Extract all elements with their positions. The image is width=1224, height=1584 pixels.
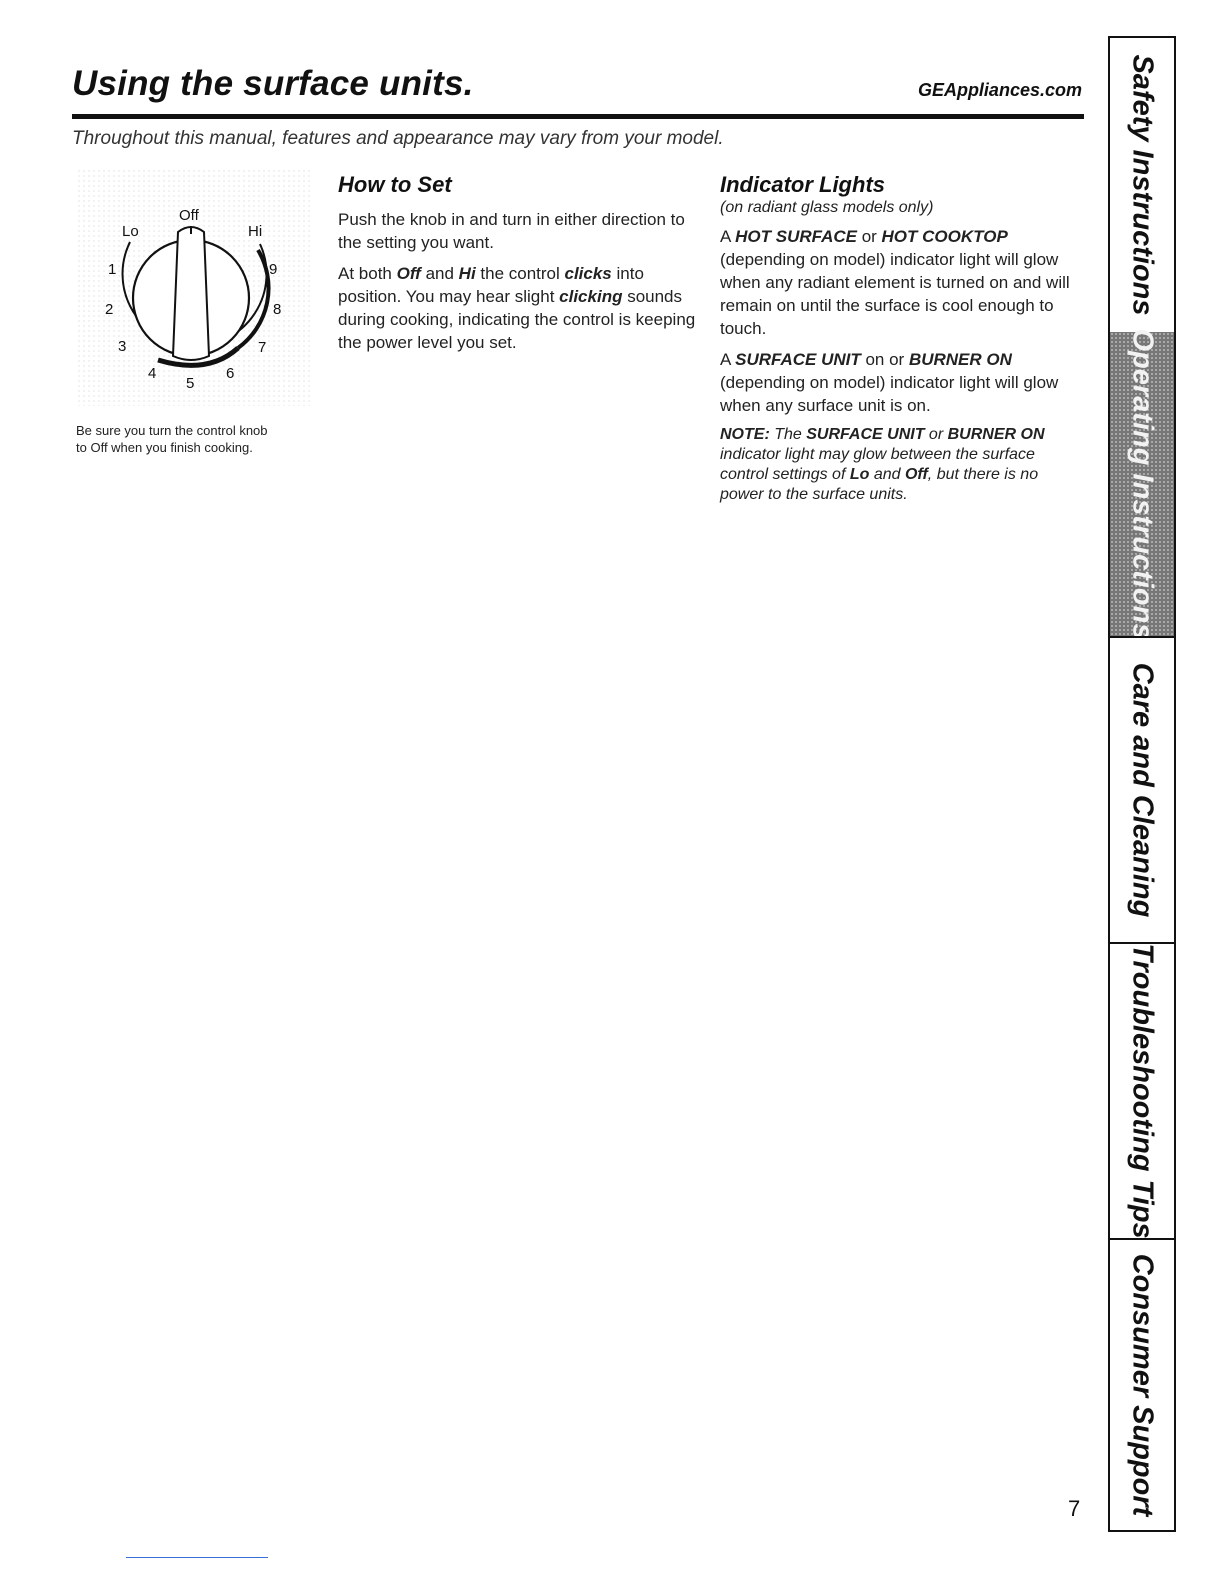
tab-operating-instructions-label: Operating Instructions [1126,328,1159,640]
label-1: 1 [108,261,117,278]
footer-rule [126,1557,268,1558]
label-hi: Hi [248,223,263,240]
note-label: NOTE: [720,426,770,443]
label-6: 6 [226,365,235,382]
tab-consumer-support[interactable] [1108,1238,1176,1532]
control-knob-illustration [78,170,312,406]
label-7: 7 [258,339,267,356]
indicator-lights-qualifier: (on radiant glass models only) [720,199,934,216]
label-2: 2 [105,301,114,318]
tab-care-and-cleaning-label: Care and Cleaning [1126,662,1159,918]
tab-troubleshooting-tips[interactable] [1108,942,1176,1238]
page-title: Using the surface units. [72,64,474,103]
tab-safety-instructions-label: Safety Instructions [1126,54,1159,316]
page-number: 7 [1068,1496,1081,1521]
indicator-lights-note: NOTE: The SURFACE UNIT or BURNER ON indicator light may glow between the surface control settings of Lo and Off, but there is no power to the surface units. [720,426,1045,503]
hot-surface-term: HOT SURFACE [735,227,857,246]
indicator-lights-section [720,172,1085,513]
indicator-lights-para-2: A SURFACE UNIT on or BURNER ON (depending on model) indicator light will glow when any surface unit is on. [720,350,1059,415]
dial-caption-line-1: Be sure you turn the control knob [76,423,268,438]
label-8: 8 [273,301,282,318]
how-to-set-heading: How to Set [338,172,452,197]
tab-consumer-support-label: Consumer Support [1126,1253,1159,1517]
label-lo: Lo [122,223,139,240]
label-off: Off [179,207,199,224]
how-to-set-para-1: Push the knob in and turn in either direction to the setting you want. [338,210,685,252]
label-4: 4 [148,365,157,382]
knob-grip [173,227,209,360]
title-rule [72,114,1084,119]
tab-care-and-cleaning[interactable] [1108,636,1176,942]
tab-safety-instructions[interactable] [1108,36,1176,332]
clicking-term: clicking [559,287,623,306]
page-subtitle: Throughout this manual, features and appearance may vary from your model. [72,128,724,149]
indicator-lights-para-1: A HOT SURFACE or HOT COOKTOP (depending on model) indicator light will glow when any radiant element is turned on and will remain on until the surface is cool enough to touch. [720,227,1070,338]
label-3: 3 [118,338,127,355]
knob-svg [78,170,312,406]
hot-cooktop-term: HOT COOKTOP [881,227,1008,246]
surface-unit-term: SURFACE UNIT [735,350,861,369]
site-url: GEAppliances.com [917,80,1082,100]
label-5: 5 [186,375,195,392]
dial-caption [76,422,296,456]
label-9: 9 [269,261,278,278]
hi-term: Hi [458,264,476,283]
clicks-term: clicks [564,264,612,283]
how-to-set-para-2: At both Off and Hi the control clicks into position. You may hear slight clicking sounds during cooking, indicating the control is keeping the power level you set. [338,264,696,352]
tab-operating-instructions[interactable] [1108,328,1176,640]
tab-troubleshooting-tips-label: Troubleshooting Tips [1126,943,1159,1239]
how-to-set-section [338,172,698,362]
indicator-lights-heading: Indicator Lights [720,172,885,197]
burner-on-term: BURNER ON [908,350,1012,369]
off-term: Off [396,264,421,283]
dial-caption-line-2: to Off when you finish cooking. [76,440,253,455]
